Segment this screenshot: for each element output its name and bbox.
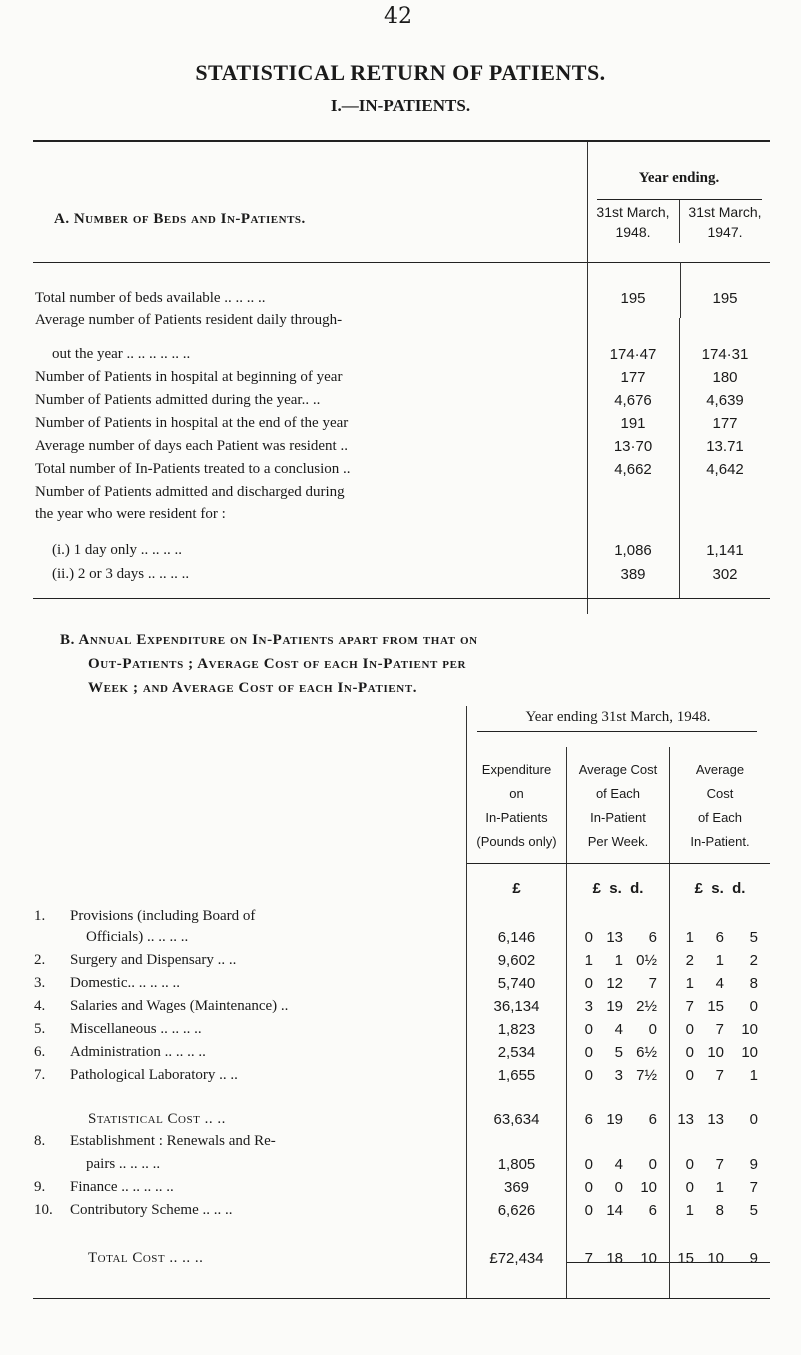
pence: 9 (749, 1156, 758, 1173)
average-cost-value (670, 952, 758, 969)
pence: 1 (749, 1067, 758, 1084)
row-label: Salaries and Wages (Maintenance) .. (70, 998, 289, 1014)
weekly-cost-value (569, 929, 657, 946)
value-1948: 191 (620, 415, 646, 432)
expenditure-value: 6,146 (497, 929, 536, 946)
shillings: 10 (707, 1044, 724, 1061)
row-label: Number of Patients in hospital at beginning of year (35, 369, 343, 385)
value-1948: 1,086 (614, 542, 652, 559)
value-1947: 4,642 (706, 461, 744, 478)
pence: 0 (648, 1156, 657, 1173)
pence: 7 (749, 1179, 758, 1196)
pounds: 1 (685, 929, 694, 946)
pounds: 2 (685, 952, 694, 969)
shillings: 0 (614, 1179, 623, 1196)
pence: 8 (749, 975, 758, 992)
shillings: 7 (715, 1067, 724, 1084)
average-cost-value (670, 1044, 758, 1061)
average-cost-value (670, 1202, 758, 1219)
pounds: 7 (685, 998, 694, 1015)
row-label: Total Cost .. .. .. (88, 1250, 204, 1266)
pence: 7 (648, 975, 657, 992)
value-1948: 389 (620, 566, 646, 583)
weekly-cost-value (569, 1067, 657, 1084)
row-label: Average number of Patients resident daily through- (35, 312, 343, 328)
average-cost-value (670, 929, 758, 946)
average-cost-value (670, 998, 758, 1015)
average-cost-value (670, 1156, 758, 1173)
pounds: 0 (584, 1021, 593, 1038)
pounds: 7 (584, 1250, 593, 1267)
pence: 0 (648, 1021, 657, 1038)
expenditure-value: 1,805 (497, 1156, 536, 1173)
pence: 0 (749, 998, 758, 1015)
pence: 6 (648, 929, 657, 946)
pounds: 0 (685, 1067, 694, 1084)
pence: 6 (648, 1202, 657, 1219)
shillings: 4 (614, 1156, 623, 1173)
pounds: 0 (685, 1021, 694, 1038)
average-cost-value (670, 975, 758, 992)
value-1947: 13.71 (706, 438, 744, 455)
pence: 10 (741, 1044, 758, 1061)
expenditure-value: 2,534 (497, 1044, 536, 1061)
pounds: 0 (584, 1044, 593, 1061)
value-1947: 174·31 (701, 346, 749, 363)
expenditure-value: 1,823 (497, 1021, 536, 1038)
row-label: Total number of In-Patients treated to a conclusion .. (35, 461, 351, 477)
value-1948: 4,662 (614, 461, 652, 478)
average-cost-value (670, 1179, 758, 1196)
item-number: 6. (34, 1044, 46, 1060)
pounds: 1 (584, 952, 593, 969)
weekly-cost-value (569, 1021, 657, 1038)
row-label: Pathological Laboratory .. .. (70, 1067, 238, 1083)
row-label: Number of Patients admitted and discharged during (35, 484, 345, 500)
value-1947: 177 (712, 415, 738, 432)
row-label: (ii.) 2 or 3 days .. .. .. .. (52, 566, 190, 582)
shillings: 19 (606, 1111, 623, 1128)
pounds: 0 (584, 975, 593, 992)
row-label: Establishment : Renewals and Re- (70, 1133, 276, 1149)
pounds: 13 (677, 1111, 694, 1128)
shillings: 18 (606, 1250, 623, 1267)
item-number: 8. (34, 1133, 46, 1149)
average-cost-header: Average Cost of Each In-Patient. (690, 762, 750, 849)
item-number: 7. (34, 1067, 46, 1083)
item-number: 2. (34, 952, 46, 968)
shillings: 3 (614, 1067, 623, 1084)
pence: 5 (749, 1202, 758, 1219)
shillings: 4 (614, 1021, 623, 1038)
weekly-cost-value (569, 1202, 657, 1219)
section-a-heading: A. Number of Beds and In-Patients. (54, 211, 306, 227)
value-1947: 302 (712, 566, 738, 583)
pence: 6 (648, 1111, 657, 1128)
expenditure-value: 1,655 (497, 1067, 536, 1084)
shillings: 7 (715, 1156, 724, 1173)
expenditure-value: 36,134 (493, 998, 540, 1015)
shillings: 1 (614, 952, 623, 969)
weekly-cost-value (569, 1156, 657, 1173)
shillings: 7 (715, 1021, 724, 1038)
row-label: Contributory Scheme .. .. .. (70, 1202, 233, 1218)
pounds: 1 (685, 975, 694, 992)
unit-lsd: £ s. d. (694, 880, 746, 897)
item-number: 10. (34, 1202, 53, 1218)
expenditure-value: £72,434 (489, 1250, 544, 1267)
shillings: 6 (715, 929, 724, 946)
value-1948: 174·47 (609, 346, 657, 363)
shillings: 14 (606, 1202, 623, 1219)
section-subtitle: I.—IN-PATIENTS. (330, 96, 471, 115)
page-title: STATISTICAL RETURN OF PATIENTS. (195, 60, 606, 85)
pence: 2 (749, 952, 758, 969)
value-1947: 180 (712, 369, 738, 386)
year-ending-header: Year ending 31st March, 1948. (525, 709, 711, 725)
item-number: 3. (34, 975, 46, 991)
expenditure-value: 369 (503, 1179, 530, 1196)
pence: 10 (640, 1250, 657, 1267)
weekly-cost-value (569, 998, 657, 1015)
value-1948: 4,676 (614, 392, 652, 409)
weekly-cost-value (569, 1111, 657, 1128)
pence: 10 (741, 1021, 758, 1038)
item-number: 1. (34, 908, 46, 924)
year-ending-header: Year ending. (638, 170, 720, 186)
pounds: 0 (685, 1179, 694, 1196)
row-label: Statistical Cost .. .. (88, 1111, 226, 1127)
row-label: Administration .. .. .. .. (70, 1044, 206, 1060)
shillings: 19 (606, 998, 623, 1015)
value-1948: 13·70 (613, 438, 653, 455)
row-label: Average number of days each Patient was resident .. (35, 438, 348, 454)
row-label: Officials) .. .. .. .. (86, 929, 189, 945)
row-label: Domestic.. .. .. .. .. (70, 975, 180, 991)
pounds: 3 (584, 998, 593, 1015)
pence: 2½ (636, 998, 657, 1015)
expenditure-value: 63,634 (493, 1111, 540, 1128)
pounds: 1 (685, 1202, 694, 1219)
unit-lsd: £ s. d. (592, 880, 644, 897)
unit-pounds: £ (512, 880, 521, 897)
item-number: 9. (34, 1179, 46, 1195)
shillings: 15 (707, 998, 724, 1015)
value-1947: 4,639 (706, 392, 744, 409)
pence: 10 (640, 1179, 657, 1196)
shillings: 4 (715, 975, 724, 992)
weekly-cost-value (569, 975, 657, 992)
pounds: 0 (584, 1156, 593, 1173)
pounds: 0 (584, 1067, 593, 1084)
shillings: 5 (614, 1044, 623, 1061)
pence: 5 (749, 929, 758, 946)
pence: 6½ (636, 1044, 657, 1061)
page-number: 42 (384, 4, 412, 29)
pounds: 15 (677, 1250, 694, 1267)
pounds: 0 (584, 1202, 593, 1219)
weekly-cost-value (569, 1044, 657, 1061)
row-label: Surgery and Dispensary .. .. (70, 952, 237, 968)
value-1948: 177 (620, 369, 646, 386)
expenditure-value: 6,626 (497, 1202, 536, 1219)
pounds: 0 (685, 1156, 694, 1173)
weekly-cost-value (569, 1250, 657, 1267)
col-1947-header: 31st March, (688, 204, 762, 220)
shillings: 1 (715, 952, 724, 969)
row-label: Number of Patients admitted during the year.. .. (35, 392, 321, 408)
weekly-cost-value (569, 1179, 657, 1196)
row-label: Provisions (including Board of (70, 908, 256, 924)
average-cost-value (670, 1021, 758, 1038)
shillings: 13 (606, 929, 623, 946)
value-1947: 195 (712, 290, 738, 307)
average-cost-value (670, 1111, 758, 1128)
weekly-cost-value (569, 952, 657, 969)
value-1948: 195 (620, 290, 646, 307)
row-label: Total number of beds available .. .. .. .. (35, 290, 266, 306)
value-1947: 1,141 (706, 542, 744, 559)
expenditure-value: 5,740 (497, 975, 536, 992)
row-label: Number of Patients in hospital at the end of the year (35, 415, 349, 431)
pence: 7½ (636, 1067, 657, 1084)
average-cost-value (670, 1250, 758, 1267)
expenditure-header: Expenditure on In-Patients (Pounds only) (476, 762, 557, 849)
pounds: 0 (584, 929, 593, 946)
pence: 0 (749, 1111, 758, 1128)
shillings: 13 (707, 1111, 724, 1128)
row-label: Miscellaneous .. .. .. .. (70, 1021, 202, 1037)
shillings: 10 (707, 1250, 724, 1267)
pounds: 0 (685, 1044, 694, 1061)
average-cost-value (670, 1067, 758, 1084)
weekly-cost-header: Average Cost of Each In-Patient Per Week. (578, 762, 658, 849)
pence: 9 (749, 1250, 758, 1267)
col-1948-header: 31st March, (596, 204, 670, 220)
row-label: (i.) 1 day only .. .. .. .. (52, 542, 182, 558)
row-label: Finance .. .. .. .. .. (70, 1179, 174, 1195)
shillings: 1 (715, 1179, 724, 1196)
rule (33, 140, 770, 142)
expenditure-value: 9,602 (497, 952, 536, 969)
row-label: pairs .. .. .. .. (86, 1156, 161, 1172)
pence: 0½ (636, 952, 657, 969)
pounds: 0 (584, 1179, 593, 1196)
shillings: 12 (606, 975, 623, 992)
pounds: 6 (584, 1111, 593, 1128)
item-number: 5. (34, 1021, 46, 1037)
item-number: 4. (34, 998, 46, 1014)
shillings: 8 (715, 1202, 724, 1219)
section-b-heading: B. Annual Expenditure on In-Patients apart from that on (60, 632, 478, 648)
